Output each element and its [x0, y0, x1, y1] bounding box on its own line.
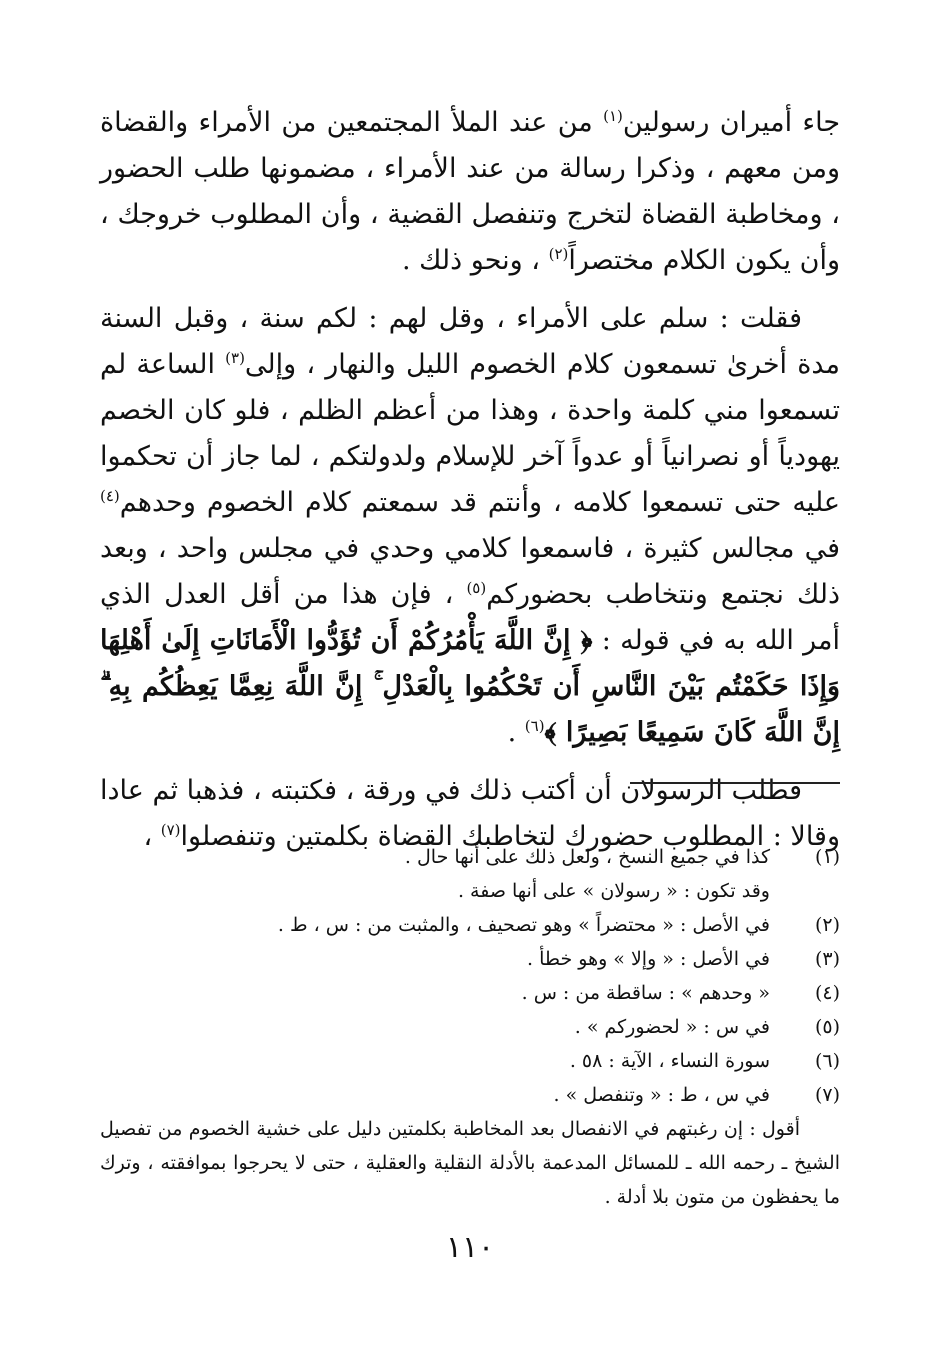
text-segment: فقلت : سلم على الأمراء ، وقل لهم : لكم سنة ، وقبل السنة مدة أخرىٰ تسمعون كلام الخصوم الليل والنهار ، وإلى [100, 303, 840, 380]
footnote-ref-4[interactable]: (٤) [100, 487, 120, 505]
footnote-ref-3[interactable]: (٣) [225, 349, 245, 367]
quran-verse: ﴿ إِنَّ اللَّهَ يَأْمُرُكُمْ أَن تُؤَدُّوا الْأَمَانَاتِ إِلَىٰ أَهْلِهَا وَإِذَا حَكَمْتُم بَيْنَ النَّاسِ أَن تَحْكُمُوا بِالْعَدْلِ ۚ إِنَّ اللَّهَ نِعِمَّا يَعِظُكُم بِهِ ۗ إِنَّ اللَّهَ كَانَ سَمِيعًا بَصِيرًا ﴾ [100, 625, 840, 748]
footnote-ref-1[interactable]: (١) [603, 107, 623, 125]
footnote-ref-2[interactable]: (٢) [548, 245, 569, 263]
footnote-ref-7[interactable]: (٧) [160, 821, 181, 839]
page-number: ١١٠ [445, 1230, 495, 1265]
footnote-number: (١) [814, 846, 840, 868]
footnote-divider [630, 782, 840, 784]
text-segment: . [507, 717, 525, 748]
text-segment: في مجالس كثيرة ، فاسمعوا كلامي وحدي في مجلس واحد ، وبعد ذلك نجتمع ونتخاطب بحضوركم [100, 533, 840, 610]
footnote-number: (٥) [814, 1016, 840, 1038]
footnote-number: (٣) [814, 948, 840, 970]
footnote-number: (٤) [814, 982, 840, 1004]
footnote-line: في س : « لحضوركم » . [574, 1016, 770, 1038]
footnote-5 [100, 1010, 840, 1044]
text-segment: من عند الملأ المجتمعين من الأمراء والقضاة ومن معهم ، وذكرا رسالة من عند الأمراء ، مضمونها طلب الحضور ، ومخاطبة القضاة لتخرج وتنفصل القضية ، وأن المطلوب خروجك ، وأن يكون الكلام مختصراً [100, 107, 840, 276]
footnote-number: (٧) [814, 1084, 840, 1106]
footnote-ref-6[interactable]: (٦) [524, 717, 545, 735]
footnote-comment: أقول : إن رغبتهم في الانفصال بعد المخاطبة بكلمتين دليل على خشية الخصوم من تفصيل الشيخ ـ رحمه الله ـ للمسائل المدعمة بالأدلة النقلية والعقلية ، حتى لا يحرجوا بموافقته ، وترك ما يحفظون من متون بلا أدلة . [100, 1118, 840, 1208]
book-page [100, 0, 840, 1366]
footnote-number: (٦) [814, 1050, 840, 1072]
footnote-4 [100, 976, 840, 1010]
paragraph-2 [100, 296, 840, 756]
footnote-line: في س ، ط : « وتنفصل » . [553, 1084, 770, 1106]
footnote-number: (٢) [814, 914, 840, 936]
footnote-line: في الأصل : « وإلا » وهو خطأ . [527, 948, 770, 970]
text-segment: الساعة لم تسمعوا مني كلمة واحدة ، وهذا من أعظم الظلم ، فلو كان الخصم يهودياً أو نصرانياً أو عدواً آخر للإسلام ولدولتكم ، لما جاز أن تحكموا عليه حتى تسمعوا كلامه ، وأنتم قد سمعتم كلام الخصوم وحدهم [100, 349, 840, 518]
main-text [100, 100, 840, 872]
text-segment: ، [143, 821, 161, 852]
footnote-line: كذا في جميع النسخ ، ولعل ذلك على أنها حال . [404, 846, 770, 868]
text-segment: فطلب الرسولان أن أكتب ذلك في ورقة ، فكتبته ، فذهبا ثم عادا وقالا : المطلوب حضورك لتخاطبك القضاة بكلمتين وتنفصلوا [100, 775, 840, 852]
footnote-7 [100, 1078, 840, 1112]
footnote-3 [100, 942, 840, 976]
footnote-line: « وحدهم » : ساقطة من : س . [521, 982, 770, 1004]
text-segment: ، ونحو ذلك . [402, 245, 549, 276]
footnote-line: وقد تكون : « رسولان » على أنها صفة . [457, 880, 770, 902]
footnote-line: سورة النساء ، الآية : ٥٨ . [569, 1050, 770, 1072]
text-segment: ، فإن هذا من أقل العدل الذي أمر الله به في قوله : [100, 579, 840, 656]
footnote-1 [100, 840, 840, 908]
footnotes [100, 840, 840, 1214]
footnote-ref-5[interactable]: (٥) [466, 579, 487, 597]
footnote-2 [100, 908, 840, 942]
paragraph-1 [100, 100, 840, 284]
footnote-line: في الأصل : « محتضراً » وهو تصحيف ، والمثبت من : س ، ط . [277, 914, 770, 936]
footnote-6 [100, 1044, 840, 1078]
text-segment: جاء أميران رسولين [622, 107, 841, 138]
